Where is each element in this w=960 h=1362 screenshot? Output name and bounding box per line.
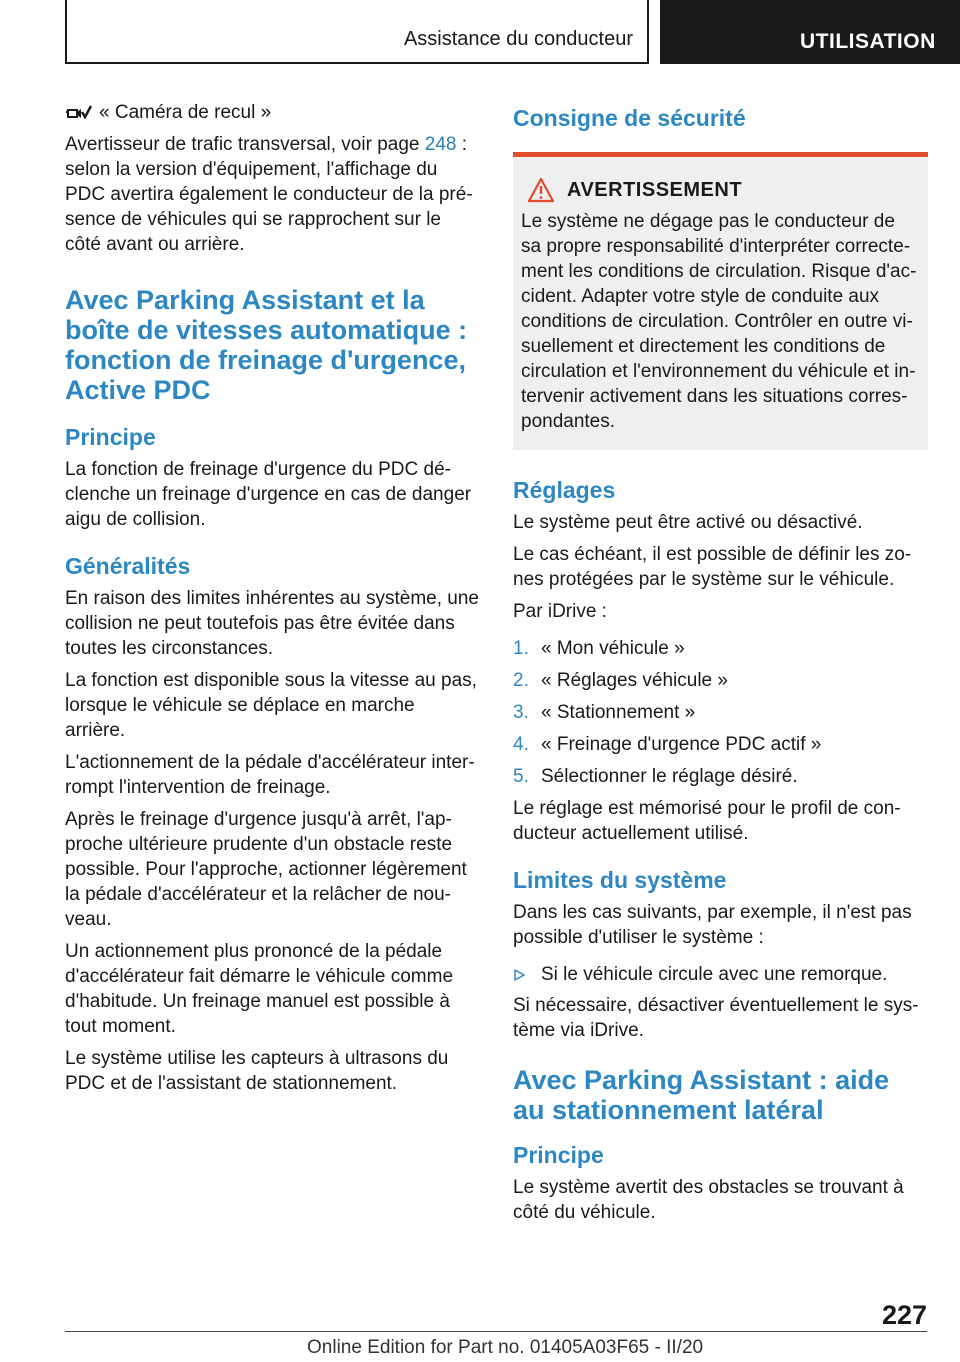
reglages-after-paragraph: Le réglage est mémorisé pour le profil de con-ducteur actuellement utilisé. [513, 798, 901, 844]
footer-divider [65, 1331, 927, 1332]
reglages-paragraph: Le cas échéant, il est possible de définir les zo-nes protégées par le système sur le véhicule. [513, 544, 912, 590]
header-section-box [65, 0, 649, 64]
footer-edition: Online Edition for Part no. 01405A03F65 - II/20 [307, 1337, 704, 1358]
step-number: 3. [513, 702, 529, 723]
step-number: 4. [513, 734, 529, 755]
warning-box [513, 152, 928, 450]
rear-camera-icon [65, 103, 93, 123]
page-reference-link[interactable]: 248 [424, 134, 457, 155]
section-heading-lateral-parking: Avec Parking Assistant : aide au stationnement latéral [513, 1065, 890, 1125]
idrive-steps-list [513, 636, 928, 789]
principe-paragraph: La fonction de freinage d'urgence du PDC dé-clenche un freinage d'urgence en cas de danger aigu de collision. [65, 459, 472, 530]
step-number: 2. [513, 670, 529, 691]
generalites-paragraph: L'actionnement de la pédale d'accélérateur inter-rompt l'intervention de freinage. [65, 752, 475, 798]
subheading-reglages: Réglages [513, 477, 616, 503]
header-chapter-tab [660, 0, 960, 64]
list-item [513, 962, 928, 987]
bullet-text: Si le véhicule circule avec une remorque. [541, 964, 888, 985]
warning-header [521, 177, 920, 203]
warning-triangle-icon [527, 177, 555, 203]
step-number: 1. [513, 638, 529, 659]
reglages-paragraph: Le système peut être activé ou désactivé. [513, 512, 863, 533]
section-heading-emergency-braking: Avec Parking Assistant et la boîte de vitesses automatique : fonction de freinage d'urgence, Active PDC [65, 285, 468, 405]
limites-after-paragraph: Si nécessaire, désactiver éventuellement le sys-tème via iDrive. [513, 995, 919, 1041]
warning-text: Le système ne dégage pas le conducteur de sa propre responsabilité d'interpréter correcte-ment les conditions de circulation. Risque d'ac-cident. Adapter votre style de conduite aux conditions de circulation. Contrôler en outre vi-suellement et directement les conditions de circulation et l'environnement du véhicule et in-tervenir activement dans les situations corres-pondantes. [521, 211, 917, 432]
list-item [513, 636, 928, 661]
generalites-paragraph: La fonction est disponible sous la vitesse au pas, lorsque le véhicule se déplace en marche arrière. [65, 670, 477, 741]
step-text: Sélectionner le réglage désiré. [541, 766, 798, 787]
list-item [513, 732, 928, 757]
left-column [65, 100, 480, 1103]
lateral-principe-paragraph: Le système avertit des obstacles se trouvant à côté du véhicule. [513, 1177, 904, 1223]
right-column [513, 100, 928, 1232]
step-text: « Réglages véhicule » [541, 670, 728, 691]
header-section-title: Assistance du conducteur [403, 28, 633, 50]
bullet-triangle-icon [513, 962, 541, 987]
limites-intro-paragraph: Dans les cas suivants, par exemple, il n'est pas possible d'utiliser le système : [513, 902, 912, 948]
subheading-limites: Limites du système [513, 867, 727, 893]
cross-traffic-text-a: Avertisseur de trafic transversal, voir page [65, 134, 425, 155]
step-text: « Stationnement » [541, 702, 696, 723]
camera-line [65, 100, 480, 125]
header-chapter-label: UTILISATION [800, 30, 936, 53]
subheading-lateral-principe: Principe [513, 1142, 604, 1168]
generalites-paragraph: En raison des limites inhérentes au système, une collision ne peut toutefois pas être évitée dans toutes les circonstances. [65, 588, 479, 659]
generalites-paragraph: Un actionnement plus prononcé de la pédale d'accélérateur fait démarre le véhicule comme d'habitude. Un freinage manuel est possible à tout moment. [65, 941, 454, 1037]
list-item [513, 700, 928, 725]
generalites-paragraph: Le système utilise les capteurs à ultrasons du PDC et de l'assistant de stationnement. [65, 1048, 449, 1094]
subheading-safety: Consigne de sécurité [513, 105, 746, 131]
camera-label: « Caméra de recul » [99, 102, 272, 123]
list-item [513, 764, 928, 789]
list-item [513, 668, 928, 693]
generalites-paragraph: Après le freinage d'urgence jusqu'à arrêt, l'ap-proche ultérieure prudente d'un obstacle reste possible. Pour l'approche, actionner légèrement la pédale d'accélérateur et la relâcher de nou-veau. [65, 809, 467, 930]
warning-title: AVERTISSEMENT [567, 178, 743, 201]
step-number: 5. [513, 766, 529, 787]
reglages-paragraph: Par iDrive : [513, 601, 607, 622]
subheading-principe: Principe [65, 424, 156, 450]
cross-traffic-paragraph [65, 132, 480, 257]
step-text: « Mon véhicule » [541, 638, 685, 659]
step-text: « Freinage d'urgence PDC actif » [541, 734, 822, 755]
page-number: 227 [881, 1300, 927, 1330]
cross-traffic-text-b: : selon la version d'équipement, l'affichage du PDC avertira également le conducteur de la pré-sence de véhicules qui se rapprochent sur le côté avant ou arrière. [65, 134, 473, 255]
limites-bullet-list [513, 962, 928, 987]
subheading-generalites: Généralités [65, 553, 191, 579]
